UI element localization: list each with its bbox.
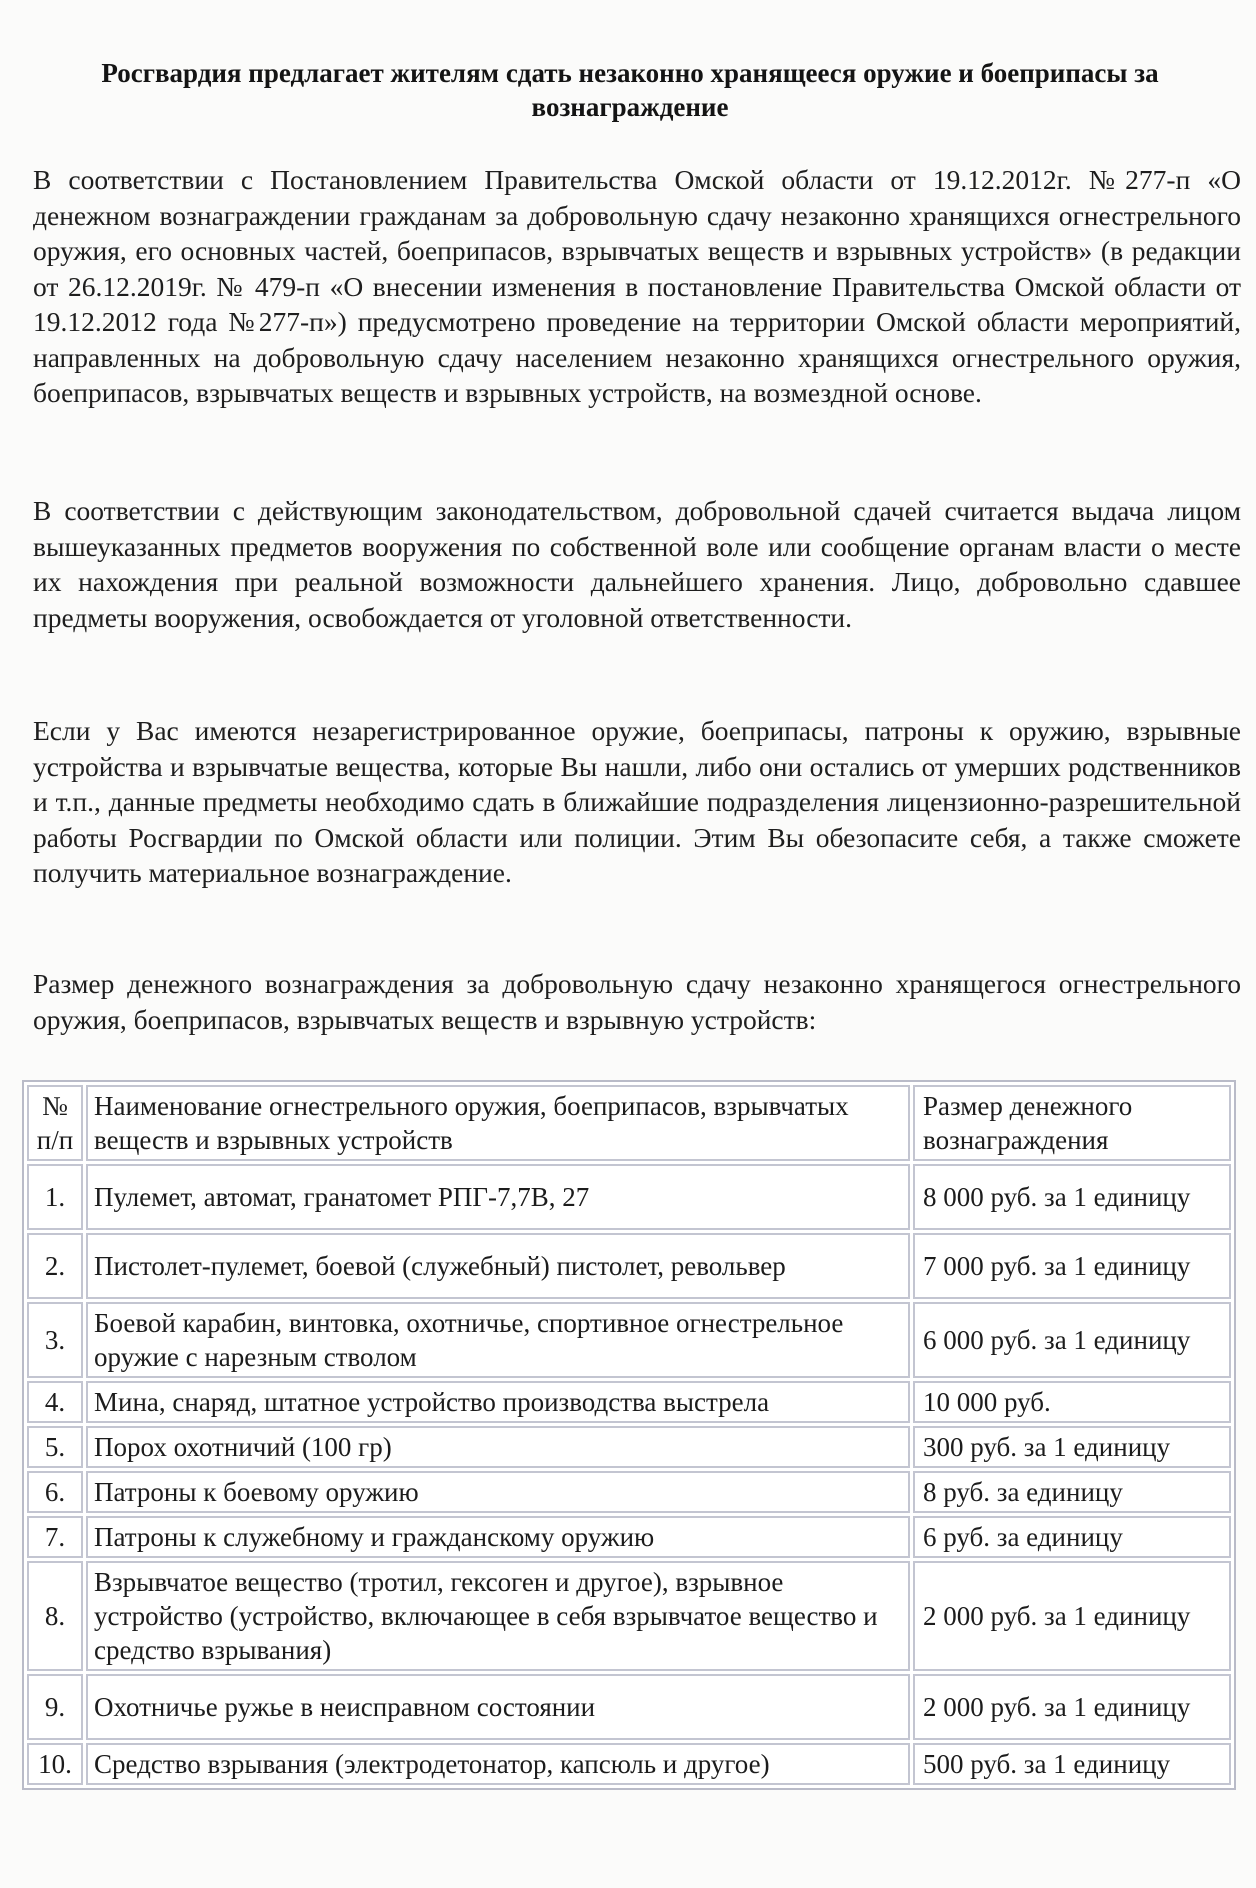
row-reward: 10 000 руб. [913, 1381, 1231, 1423]
table-row [27, 1516, 1231, 1558]
row-reward: 6 руб. за единицу [913, 1516, 1231, 1558]
row-reward: 500 руб. за 1 единицу [913, 1743, 1231, 1785]
row-num: 10. [27, 1743, 83, 1785]
row-num: 7. [27, 1516, 83, 1558]
row-name: Средство взрывания (электродетонатор, капсюль и другое) [86, 1743, 910, 1785]
table-row [27, 1381, 1231, 1423]
row-reward: 6 000 руб. за 1 единицу [913, 1302, 1231, 1378]
row-reward: 8 руб. за единицу [913, 1471, 1231, 1513]
paragraph-voluntary-surrender: В соответствии с действующим законодательством, добровольной сдачей считается выдача лицом вышеуказанных предметов вооружения по собственной воле или сообщение органам власти о месте их нахождения при реальной возможности дальнейшего хранения. Лицо, добровольно сдавшее предметы вооружения, освобождается от уголовной ответственности. [33, 495, 1241, 633]
paragraph-legal-basis: В соответствии с Постановлением Правительства Омской области от 19.12.2012г. №277-п «О денежном вознаграждении гражданам за добровольную сдачу незаконно хранящихся огнестрельного оружия, его основных частей, боеприпасов, взрывчатых веществ и взрывных устройств» (в редакции от 26.12.2019г. № 479-п «О внесении изменения в постановление Правительства Омской области от 19.12.2012 года №277-п») предусмотрено проведение на территории Омской области мероприятий, направленных на добровольную сдачу населением незаконно хранящихся огнестрельного оружия, боеприпасов, взрывчатых веществ и взрывных устройств, на возмездной основе. [33, 164, 1241, 408]
row-reward: 300 руб. за 1 единицу [913, 1426, 1231, 1468]
row-name: Пистолет-пулемет, боевой (служебный) пистолет, револьвер [86, 1233, 910, 1299]
table-row [27, 1164, 1231, 1230]
table-row [27, 1426, 1231, 1468]
header-reward: Размер денежного вознаграждения [913, 1085, 1231, 1161]
row-reward: 8 000 руб. за 1 единицу [913, 1164, 1231, 1230]
row-num: 5. [27, 1426, 83, 1468]
table-row [27, 1302, 1231, 1378]
row-name: Боевой карабин, винтовка, охотничье, спортивное огнестрельное оружие с нарезным стволом [86, 1302, 910, 1378]
row-name: Патроны к служебному и гражданскому оружию [86, 1516, 910, 1558]
row-name: Охотничье ружье в неисправном состоянии [86, 1674, 910, 1740]
row-reward: 2 000 руб. за 1 единицу [913, 1561, 1231, 1671]
row-num: 9. [27, 1674, 83, 1740]
row-num: 4. [27, 1381, 83, 1423]
paragraph-instructions: Если у Вас имеются незарегистрированное оружие, боеприпасы, патроны к оружию, взрывные устройства и взрывчатые вещества, которые Вы нашли, либо они остались от умерших родственников и т.п., данные предметы необходимо сдать в ближайшие подразделения лицензионно-разрешительной работы Росгвардии по Омской области или полиции. Этим Вы обезопасите себя, а также сможете получить материальное вознаграждение. [33, 715, 1241, 888]
row-num: 6. [27, 1471, 83, 1513]
header-num: № п/п [27, 1085, 83, 1161]
row-name: Порох охотничий (100 гр) [86, 1426, 910, 1468]
reward-table-container [22, 1080, 1236, 1790]
header-name: Наименование огнестрельного оружия, боеприпасов, взрывчатых веществ и взрывных устройств [86, 1085, 910, 1161]
table-row [27, 1674, 1231, 1740]
row-name: Пулемет, автомат, гранатомет РПГ-7,7В, 27 [86, 1164, 910, 1230]
row-reward: 2 000 руб. за 1 единицу [913, 1674, 1231, 1740]
row-num: 1. [27, 1164, 83, 1230]
table-header-row [27, 1085, 1231, 1161]
reward-table [22, 1080, 1236, 1790]
table-row [27, 1471, 1231, 1513]
row-reward: 7 000 руб. за 1 единицу [913, 1233, 1231, 1299]
paragraph-reward-intro: Размер денежного вознаграждения за добровольную сдачу незаконно хранящегося огнестрельного оружия, боеприпасов, взрывчатых веществ и взрывную устройств: [33, 968, 1241, 1035]
document-title: Росгвардия предлагает жителям сдать незаконно хранящееся оружие и боеприпасы за вознаграждение [101, 58, 1159, 122]
row-name: Мина, снаряд, штатное устройство производства выстрела [86, 1381, 910, 1423]
row-num: 8. [27, 1561, 83, 1671]
table-row [27, 1743, 1231, 1785]
row-name: Патроны к боевому оружию [86, 1471, 910, 1513]
table-row [27, 1233, 1231, 1299]
row-num: 3. [27, 1302, 83, 1378]
row-name: Взрывчатое вещество (тротил, гексоген и другое), взрывное устройство (устройство, включающее в себя взрывчатое вещество и средство взрывания) [86, 1561, 910, 1671]
row-num: 2. [27, 1233, 83, 1299]
table-row [27, 1561, 1231, 1671]
